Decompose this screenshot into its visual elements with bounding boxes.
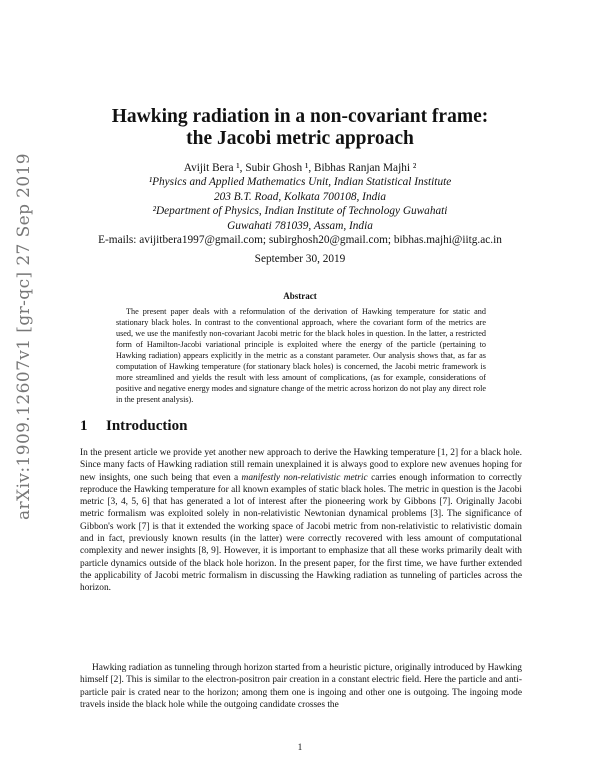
author-block [60,161,540,247]
paragraph-1-text-b: carries enough information to correctly reproduce the Hawking temperature for all known examples of static black holes. The metric in question is the Jacobi metric [3, 4, 5, 6] that has generated a lot of interest after the pioneering work by Gibbons [7]. Originally Jacobi metric formalism was exploited solely in non-relativistic Newtonian dynamical problems [3]. The significance of Gibbon's work [7] is that it extended the working space of Jacobi metric from non-relativistic to relativistic domain and in fact, previously known results (in the latter) were correctly recovered with less amount of computational complexity and newer insights [8, 9]. However, it is important to emphasize that all these works primarily dealt with particle dynamics outside of the black hole horizon. In the present paper, for the first time, we have further extended the applicability of Jacobi metric formalism in discussing the Hawking radiation as tunneling of particles across the horizon. [80,472,522,594]
affiliation-1-line-1: ¹Physics and Applied Mathematics Unit, Indian Statistical Institute [148,176,452,189]
paper-date: September 30, 2019 [254,253,346,265]
affiliation-2-line-1: ²Department of Physics, Indian Institute of Technology Guwahati [152,205,448,218]
section-heading-introduction [80,418,187,435]
paragraph-1-text-a: In the present article we provide yet another new approach to derive the Hawking temperature [1, 2] for a black hole. Since many facts of Hawking radiation still remain unexplained it is always good to explore new avenues hoping for new insights, one such being that even a [80,448,522,483]
arxiv-identifier-stamp: arXiv:1909.12607v1 [gr-qc] 27 Sep 2019 [14,152,34,520]
section-number: 1 [80,418,88,434]
section-title: Introduction [106,418,188,434]
paper-title [80,106,520,150]
abstract-heading: Abstract [283,291,317,301]
intro-paragraph-2: Hawking radiation as tunneling through horizon started from a heuristic picture, originally introduced by Hawking himself [2]. This is similar to the electron-positron pair creation in a constant electric field. Here the particle and anti-particle pair is crated near to the horizon; among them one is ingoing and other one is outgoing. The ingoing mode travels inside the black hole while the outgoing candidate crosses the [80,663,522,710]
affiliation-2-line-2: Guwahati 781039, Assam, India [227,219,373,232]
author-names: Avijit Bera ¹, Subir Ghosh ¹, Bibhas Ranjan Majhi ² [183,162,417,174]
title-line-1: Hawking radiation in a non-covariant frame: [111,106,489,127]
title-line-2: the Jacobi metric approach [186,128,414,149]
abstract-text: The present paper deals with a reformulation of the derivation of Hawking temperature for static and stationary black holes. In contrast to the conventional approach, where the covariant form of the metrics are used, we use the manifestly non-covariant Jacobi metric for the black holes in question. In the latter, a restricted form of Hamilton-Jacobi variational principle is exploited where the energy of the particle (pertaining to Hawking radiation) appears explicitly in the metric as a constant parameter. Our analysis shows that, as far as computation of Hawking temperature (for stationary black holes) is concerned, the Jacobi metric framework is more streamlined and yields the result with less amount of complications, (as for example, considerations of positive and negative energy modes and signature change of the metric across horizon do not play any direct role in the present analysis). [116,307,486,404]
author-emails: E-mails: avijitbera1997@gmail.com; subirghosh20@gmail.com; bibhas.majhi@iitg.ac.in [98,234,502,247]
affiliation-1-line-2: 203 B.T. Road, Kolkata 700108, India [213,190,387,203]
paragraph-1-emphasis: manifestly non-relativistic metric [241,472,368,483]
page-number: 1 [297,743,303,753]
intro-paragraph-1 [80,447,522,595]
